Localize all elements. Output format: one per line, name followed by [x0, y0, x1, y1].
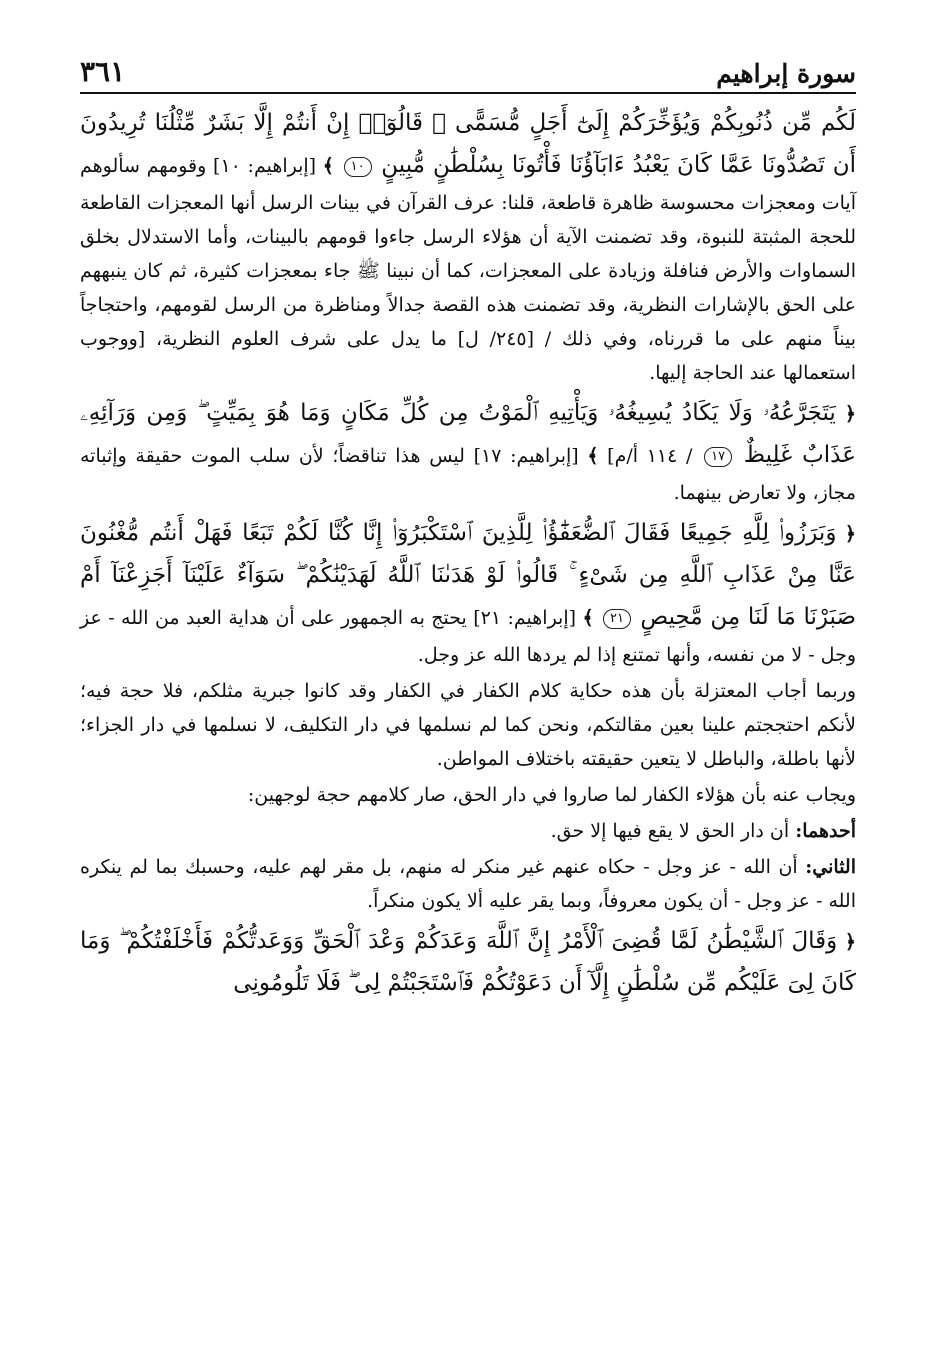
point-label: أحدهما:: [795, 820, 856, 842]
paragraph-6: [80, 814, 856, 848]
verse-close-bracket: ﴾: [322, 155, 334, 177]
surah-title: سورة إبراهيم: [716, 59, 856, 88]
quran-verse: لَكُم مِّن ذُنُوبِكُمْ وَيُؤَخِّرَكُمْ إِلَىٰٓ أَجَلٍ مُّسَمًّى ۚ قَالُوٓا۟ إِنْ أَنتُمْ إِلَّا بَشَرٌ مِّثْلُنَا تُرِيدُونَ أَن تَصُدُّونَا عَمَّا كَانَ يَعْبُدُ ءَابَآؤُنَا فَأْتُونَا بِسُلْطَٰنٍ مُّبِينٍ: [80, 110, 856, 178]
page: [80, 40, 856, 1006]
verse-open-bracket: ﴿: [844, 931, 856, 953]
paragraph-2: [80, 392, 856, 510]
verse-open-bracket: ﴿: [844, 523, 856, 545]
verse-close-bracket: ﴾: [587, 445, 599, 467]
paragraph-8: [80, 920, 856, 1004]
paragraph-5: ويجاب عنه بأن هؤلاء الكفار لما صاروا في دار الحق، صار كلامهم حجة لوجهين:: [247, 784, 856, 806]
ayah-number: ١٧: [704, 447, 732, 467]
verse-close-bracket: ﴾: [582, 607, 594, 629]
quran-verse: يَتَجَرَّعُهُۥ وَلَا يَكَادُ يُسِيغُهُۥ وَيَأْتِيهِ ٱلْمَوْتُ مِن كُلِّ مَكَانٍ وَمَا هُوَ بِمَيِّتٍ ۖ وَمِن وَرَآئِهِۦ عَذَابٌ غَلِيظٌ: [80, 400, 856, 468]
point-label: الثاني:: [805, 856, 856, 878]
paragraph-3: [80, 512, 856, 672]
point-text: أن الله - عز وجل - حكاه عنهم غير منكر له منهم، بل مقر لهم عليه، وحسبك بما لم ينكره الله - عز وجل - أن يكون معروفاً، وبما يقر عليه ألا يكون منكراً.: [80, 856, 856, 912]
page-number: ٣٦١: [80, 55, 126, 88]
quran-verse: وَقَالَ ٱلشَّيْطَٰنُ لَمَّا قُضِىَ ٱلْأَمْرُ إِنَّ ٱللَّهَ وَعَدَكُمْ وَعْدَ ٱلْحَقِّ وَوَعَدتُّكُمْ فَأَخْلَفْتُكُمْ ۖ وَمَا كَانَ لِىَ عَلَيْكُم مِّن سُلْطَٰنٍ إِلَّآ أَن دَعَوْتُكُمْ فَٱسْتَجَبْتُمْ لِى ۖ فَلَا تَلُومُونِى: [80, 928, 856, 996]
manuscript-marker: / ١١٤ أ/م]: [607, 445, 693, 467]
page-body: [80, 102, 856, 1004]
verse-reference: [إبراهيم: ٢١]: [473, 607, 577, 629]
commentary-text: يحتج به الجمهور على أن هداية العبد من الله - عز وجل - لا من نفسه، وأنها تمتنع إذا لم يردها الله عز وجل.: [80, 607, 856, 666]
commentary-text: ليس هذا تناقضاً؛ لأن سلب الموت حقيقة وإثباته مجاز، ولا تعارض بينهما.: [80, 445, 856, 504]
page-header: [80, 40, 856, 94]
verse-reference: [إبراهيم: ١٠]: [213, 155, 317, 177]
ayah-number: ١٠: [344, 157, 372, 177]
paragraph-7: [80, 850, 856, 918]
point-text: أن دار الحق لا يقع فيها إلا حق.: [550, 820, 790, 842]
verse-open-bracket: ﴿: [844, 403, 856, 425]
paragraph-4: وربما أجاب المعتزلة بأن هذه حكاية كلام الكفار في الكفار وقد كانوا جبرية مثلكم، فلا حجة فيه؛ لأنكم احتججتم علينا بعين مقالتكم، ونحن كما لم نسلمها في دار التكليف، لا نسلمها في دار الجزاء؛ لأنها باطلة، والباطل لا يتعين حقيقته باختلاف المواطن.: [80, 680, 856, 770]
paragraph-1: [80, 102, 856, 390]
commentary-text: وقومهم سألوهم آيات ومعجزات محسوسة ظاهرة قاطعة، قلنا: عرف القرآن في بينات الرسل أنها المعجزات القاطعة للحجة المثبتة للنبوة، وقد تضمنت الآية أن هؤلاء الرسل جاءوا قومهم بالبينات، وأما الاستدلال بخلق السماوات والأرض فنافلة وزيادة على المعجزات، كما أن نبينا ﷺ جاء بمعجزات كثيرة، ثم كان ينبههم على الحق بالإشارات النظرية، وقد تضمنت هذه القصة جدالاً ومناظرة من الرسل لقومهم، واحتجاجاً بيناً منهم على ما قررناه، وفي ذلك / [٢٤٥/ ل] ما يدل على شرف العلوم النظرية، [ووجوب استعمالها عند الحاجة إليها.: [80, 155, 856, 384]
verse-reference: [إبراهيم: ١٧]: [473, 445, 579, 467]
ayah-number: ٢١: [603, 609, 631, 629]
quran-verse: وَبَرَزُوا۟ لِلَّهِ جَمِيعًا فَقَالَ ٱلضُّعَفَٰٓؤُا۟ لِلَّذِينَ ٱسْتَكْبَرُوٓا۟ إِنَّا كُنَّا لَكُمْ تَبَعًا فَهَلْ أَنتُم مُّغْنُونَ عَنَّا مِنْ عَذَابِ ٱللَّهِ مِن شَىْءٍ ۚ قَالُوا۟ لَوْ هَدَىٰنَا ٱللَّهُ لَهَدَيْنَٰكُمْ ۖ سَوَآءٌ عَلَيْنَآ أَجَزِعْنَآ أَمْ صَبَرْنَا مَا لَنَا مِن مَّحِيصٍ: [80, 520, 857, 630]
